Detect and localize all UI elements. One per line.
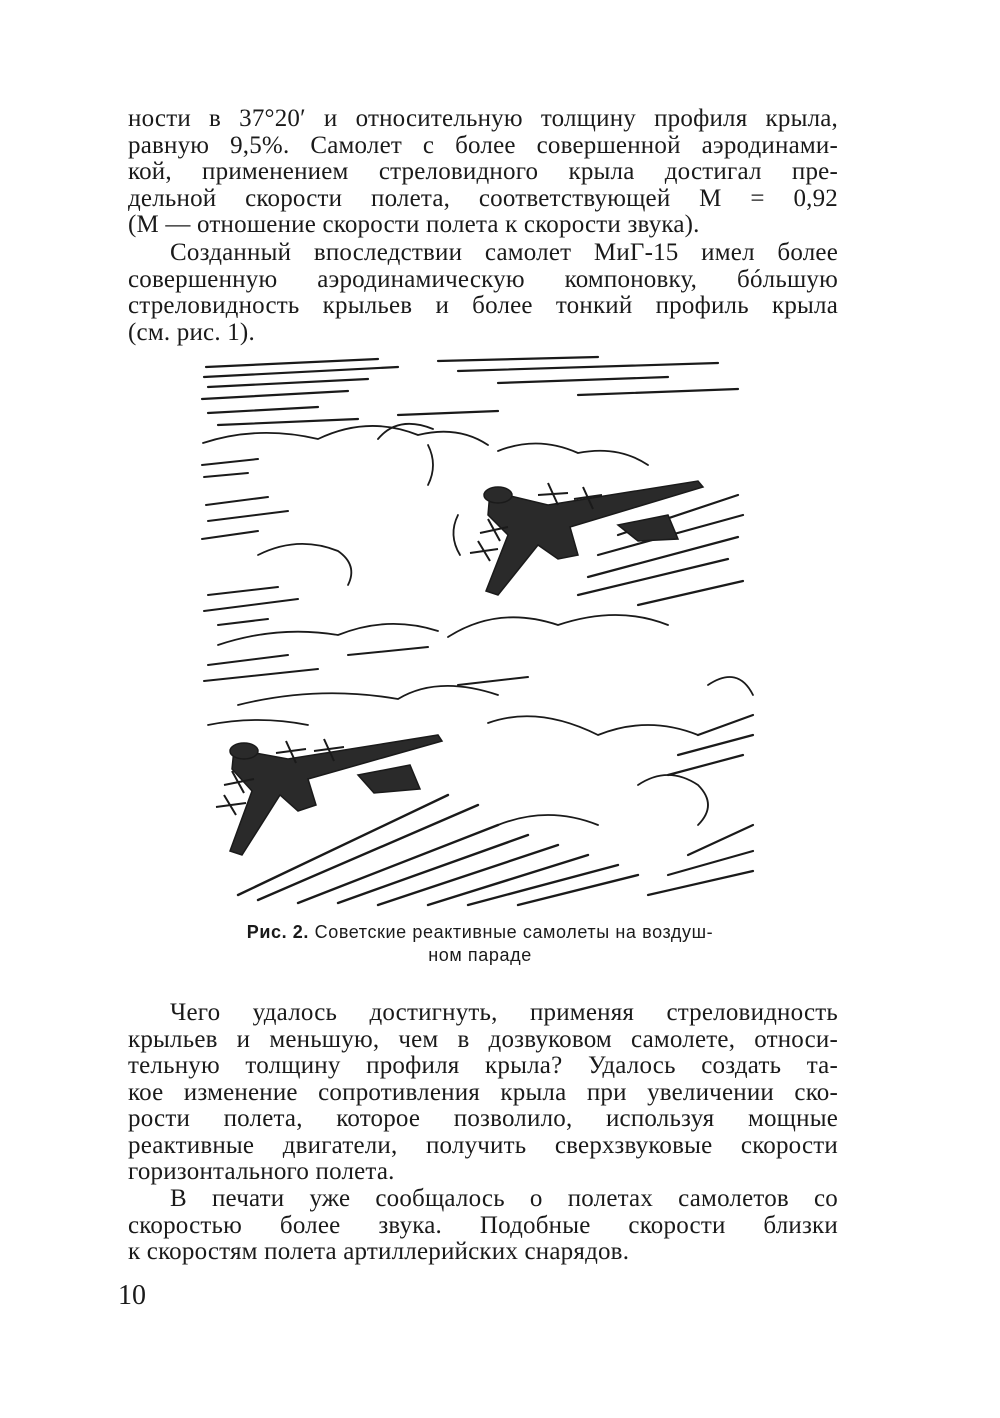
caption-text-line-1: Советские реактивные самолеты на воздуш- [314, 922, 714, 942]
text-line: В печати уже сообщалось о полетах самолетов со [170, 1185, 838, 1212]
text-line: тельную толщину профиля крыла? Удалось создать та- [128, 1052, 838, 1079]
text-line: (см. рис. 1). [128, 318, 255, 346]
caption-text-line-2: ном параде [428, 945, 532, 965]
text-line: стреловидность крыльев и более тонкий профиль крыла [128, 292, 838, 319]
caption-label: Рис. 2. [246, 922, 310, 942]
text-line: Созданный впоследствии самолет МиГ-15 имел более [170, 239, 838, 266]
bomber-aircraft-illustration-icon [198, 355, 758, 907]
text-line: кой, применением стреловидного крыла достигал пре- [128, 158, 838, 185]
text-line: крыльев и меньшую, чем в дозвуковом самолете, относи- [128, 1025, 838, 1053]
text-line: Чего удалось достигнуть, применяя стреловидность [170, 999, 838, 1026]
text-line: (M — отношение скорости полета к скорости звука). [128, 211, 700, 238]
text-line: совершенную аэродинамическую компоновку, бóльшую [128, 265, 838, 293]
text-line: горизонтального полета. [128, 1158, 395, 1185]
text-line: дельной скорости полета, соответствующей M = 0,92 [128, 184, 838, 212]
text-line: равную 9,5%. Самолет с более совершенной аэродинами- [128, 131, 838, 159]
text-line: скоростью более звука. Подобные скорости близки [128, 1211, 838, 1239]
text-line: рости полета, которое позволило, используя мощные [128, 1105, 838, 1132]
page-number: 10 [118, 1280, 146, 1311]
paragraph-2 [128, 240, 838, 346]
figure-illustration [198, 355, 758, 907]
paragraph-1 [128, 106, 838, 239]
text-line: реактивные двигатели, получить сверхзвуковые скорости [128, 1131, 838, 1159]
text-line: ности в 37°20′ и относительную толщину профиля крыла, [128, 105, 838, 132]
paragraph-3 [128, 1000, 838, 1186]
text-line: к скоростям полета артиллерийских снарядов. [128, 1238, 630, 1265]
figure-caption [180, 921, 780, 967]
text-line: кое изменение сопротивления крыла при увеличении ско- [128, 1078, 838, 1106]
paragraph-4 [128, 1186, 838, 1266]
